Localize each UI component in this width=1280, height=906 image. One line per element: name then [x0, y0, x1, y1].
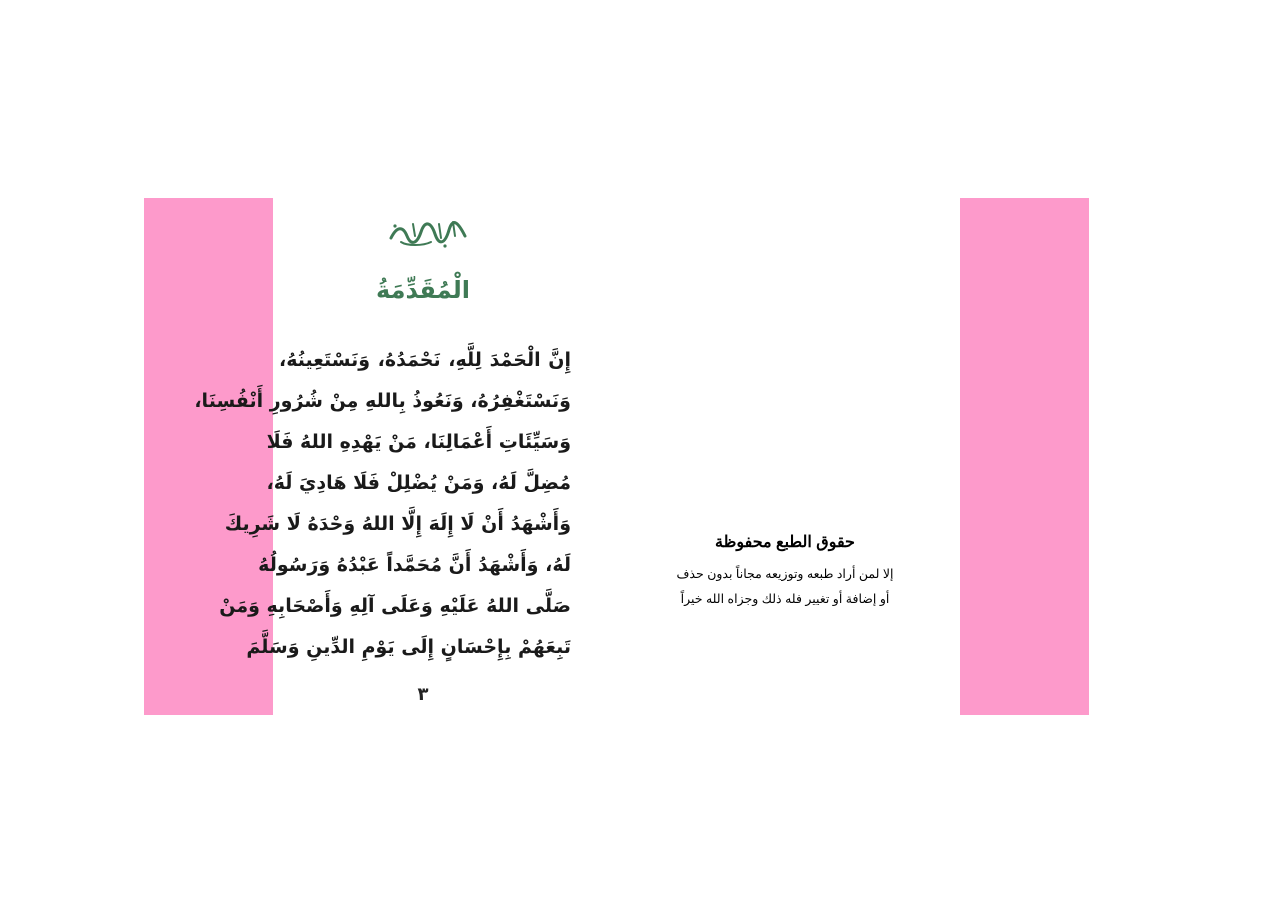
copyright-notice — [640, 532, 930, 612]
body-line: وَسَيِّئَاتِ أَعْمَالِنَا، مَنْ يَهْدِهِ اللهُ فَلَا — [266, 431, 571, 453]
right-pink-band — [960, 198, 1089, 715]
copyright-title: حقوق الطبع محفوظة — [715, 534, 855, 551]
body-line: صَلَّى اللهُ عَلَيْهِ وَعَلَى آلِهِ وَأَصْحَابِهِ وَمَنْ — [219, 595, 571, 617]
body-line: لَهُ، وَأَشْهَدُ أَنَّ مُحَمَّداً عَبْدُهُ وَرَسُولُهُ — [258, 554, 571, 576]
body-line: وَأَشْهَدُ أَنْ لَا إِلَهَ إِلَّا اللهُ وَحْدَهُ لَا شَرِيكَ — [224, 513, 571, 535]
body-line: إِنَّ الْحَمْدَ لِلَّهِ، نَحْمَدُهُ، وَنَسْتَعِينُهُ، — [279, 349, 571, 371]
copyright-line: أو إضافة أو تغيير فله ذلك وجزاه الله خيراً — [680, 592, 890, 606]
page-heading: الْمُقَدِّمَةُ — [376, 276, 470, 304]
body-line: تَبِعَهُمْ بِإِحْسَانٍ إِلَى يَوْمِ الدِّينِ وَسَلَّمَ — [246, 636, 571, 658]
scanned-page — [194, 198, 573, 715]
copyright-line: إلا لمن أراد طبعه وتوزيعه مجاناً بدون حذف — [676, 567, 894, 581]
basmala-calligraphy-icon — [383, 216, 473, 250]
page-number: ٣ — [417, 684, 429, 705]
body-line: مُضِلَّ لَهُ، وَمَنْ يُضْلِلْ فَلَا هَادِيَ لَهُ، — [266, 472, 571, 494]
body-text — [194, 340, 571, 668]
body-line: وَنَسْتَغْفِرُهُ، وَنَعُوذُ بِاللهِ مِنْ شُرُورِ أَنْفُسِنَا، — [194, 390, 571, 412]
